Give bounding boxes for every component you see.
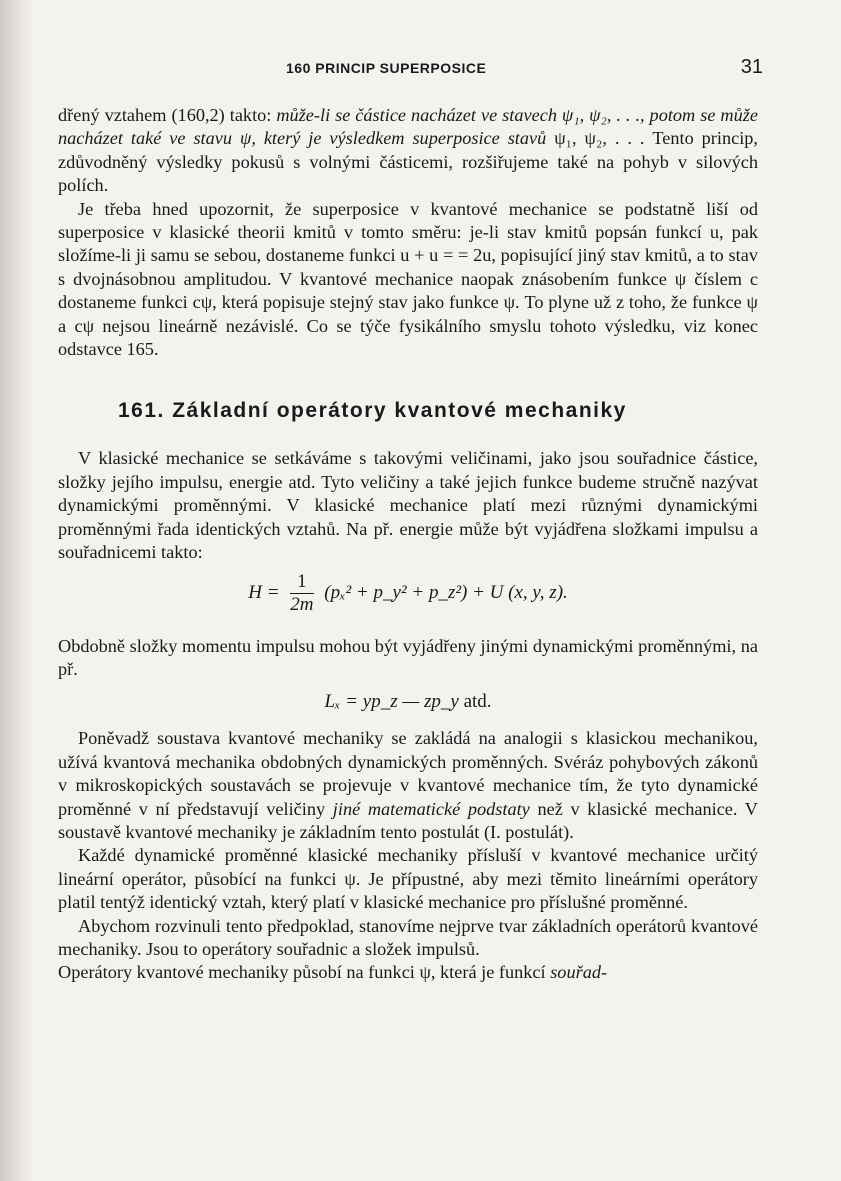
paragraph-text: Operátory kvantové mechaniky působí na funkci ψ, která je funkcí xyxy=(58,962,551,983)
paragraph-text: dřený vztahem (160,2) takto: xyxy=(58,105,277,125)
italic-word: souřad- xyxy=(550,962,608,983)
paragraph-basic-operators: Abychom rozvinuli tento předpoklad, stanovíme nejprve tvar základních operátorů kvantové mechaniky. Jsou to operátory souřadnic a složek impulsů. xyxy=(58,915,758,959)
paragraph-last-line xyxy=(58,961,758,984)
paragraph-superposition-note: Je třeba hned upozornit, že superposice v kvantové mechanice se podstatně liší od superposice v klasické theorii kmitů v tomto směru: je-li stav kmitů popsán funkcí u, pak složíme-li ji samu se sebou, dostaneme funkci u + u = = 2u, popisující jiný stav kmitů, a to stav s dvojnásobnou amplitudou. V kvantové mechanice naopak znásobením funkce ψ číslem c dostaneme funkci cψ, která popisuje stejný stav jako funkce ψ. To plyne už z toho, že funkce ψ a cψ nejsou lineárně nezávislé. Co se týče fysikálního smyslu tohoto výsledku, viz konec odstavce 165. xyxy=(58,198,758,360)
hamiltonian-equation xyxy=(58,571,758,625)
equation-rhs: (pₓ² + p_y² + p_z²) + U (x, y, z). xyxy=(324,581,568,603)
running-head xyxy=(58,52,763,86)
equation-expr: Lₓ = yp_z — zp_y xyxy=(324,691,459,713)
paragraph-angular-momentum: Obdobně složky momentu impulsu mohou být vyjádřeny jinými dynamickými proměnnými, na př. xyxy=(58,635,758,679)
page-number: 31 xyxy=(740,56,763,78)
book-page xyxy=(58,52,763,985)
equation-lhs: H = xyxy=(248,581,280,603)
angular-momentum-equation xyxy=(58,691,758,713)
italic-phrase: jiné matematické podstaty xyxy=(332,798,530,819)
italic-statement: může-li se částice nacházet ve stavech ψ₁, ψ₂, . . ., potom se může nacházet také ve stavu ψ, který je výsledkem superposice stavů xyxy=(58,105,758,149)
page-gutter-shadow xyxy=(0,0,34,1181)
paragraph-text: Poněvadž soustava kvantové mechaniky se zakládá na analogii s klasickou mechanikou, užívá kvantová mechanika obdobných dynamických proměnných. Svéráz pohybových zákonů v mikroskopických soustavách se projevuje v kvantové mechanice tím, že tyto dynamické proměnné v ní představují veličiny xyxy=(58,728,758,819)
paragraph-text: ψ₁, ψ₂, . . . Tento princip, zdůvodněný výsledky pokusů s volnými částicemi, rozšiřujeme také na pohyb v silových polích. xyxy=(58,128,759,196)
paragraph-dynamic-variables: V klasické mechanice se setkáváme s takovými veličinami, jako jsou souřadnice částice, složky jejího impulsu, energie atd. Tyto veličiny a také jejich funkce budeme stručně nazývat dynamickými proměnnými. V klasické mechanice platí mezi různými dynamickými proměnnými řada identických vztahů. Na př. energie může být vyjádřena složkami impulsu a souřadnicemi takto: xyxy=(58,448,758,563)
fraction xyxy=(290,571,313,616)
paragraph-operators: Každé dynamické proměnné klasické mechaniky přísluší v kvantové mechanice určitý lineární operátor, působící na funkci ψ. Je přípustné, aby mezi těmito lineárními operátory platil tentýž identický vztah, který platí v klasické mechanice pro příslušné proměnné. xyxy=(58,845,758,913)
paragraph-text: než v klasické mechanice. V soustavě kvantové mechaniky je základním tento postulát (I. postulát). xyxy=(58,798,759,842)
running-title: 160 PRINCIP SUPERPOSICE xyxy=(286,60,487,76)
fraction-denominator: 2m xyxy=(290,593,314,615)
equation-suffix: atd. xyxy=(463,691,492,713)
section-heading: 161. Základní operátory kvantové mechaniky xyxy=(118,399,627,423)
fraction-numerator: 1 xyxy=(290,571,313,594)
paragraph-superposition-statement xyxy=(58,104,758,198)
paragraph-postulate xyxy=(58,727,758,844)
